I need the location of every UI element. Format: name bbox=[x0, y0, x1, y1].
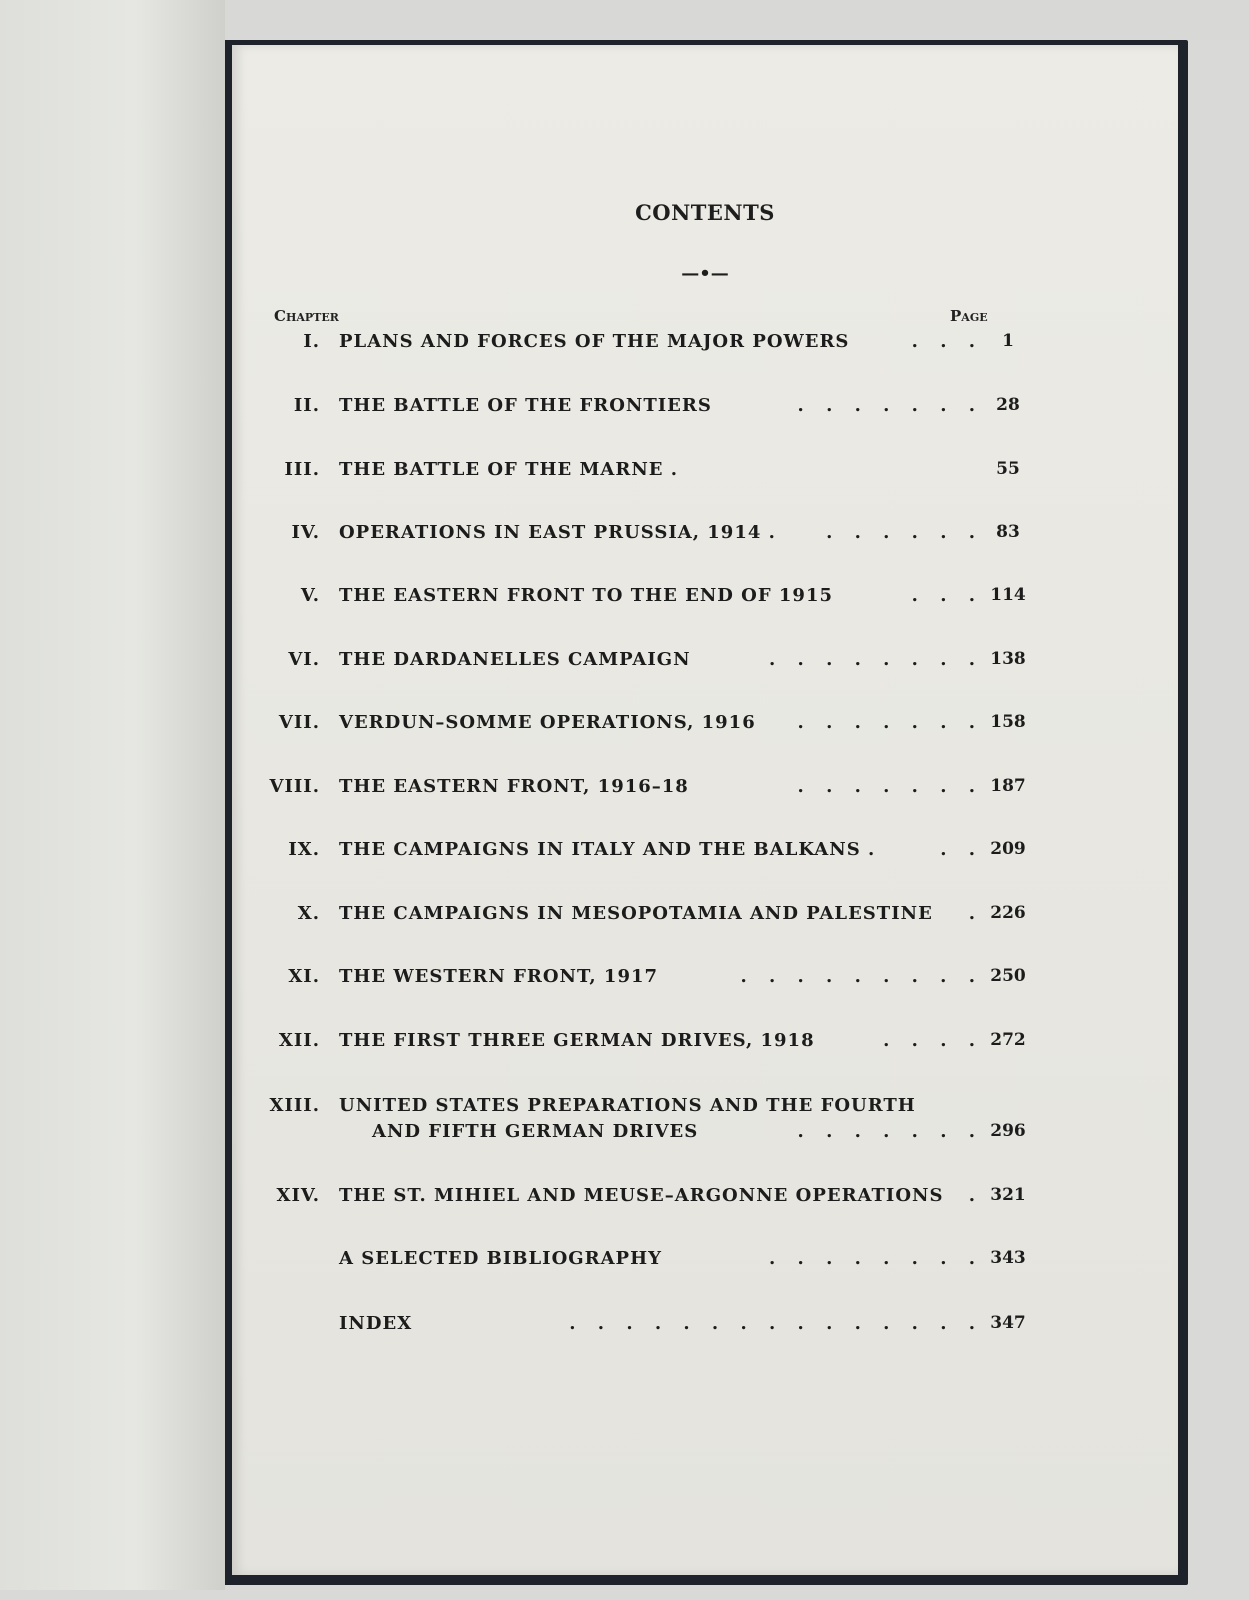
leader-dots: . . . . . . . . . . . . . . . bbox=[569, 1313, 983, 1334]
page-number: 347 bbox=[990, 1313, 1026, 1333]
chapter-number: II. bbox=[293, 395, 320, 416]
toc-entry bbox=[232, 585, 1178, 615]
leader-dots: . bbox=[968, 903, 983, 924]
chapter-title: THE CAMPAIGNS IN MESOPOTAMIA AND PALESTINE bbox=[339, 903, 933, 924]
page-column-header: Page bbox=[950, 307, 988, 325]
leader-dots: . . . . . . . bbox=[797, 1121, 983, 1142]
page-number: 187 bbox=[990, 776, 1026, 796]
toc-entry bbox=[232, 522, 1178, 552]
page-number: 343 bbox=[990, 1248, 1026, 1268]
toc-entry bbox=[232, 1248, 1178, 1278]
chapter-number: V. bbox=[300, 585, 320, 606]
page-number: 28 bbox=[996, 395, 1020, 415]
chapter-title: THE BATTLE OF THE MARNE . bbox=[339, 459, 679, 480]
toc-entry bbox=[232, 1185, 1178, 1215]
chapter-number: XI. bbox=[288, 966, 320, 987]
toc-entry bbox=[232, 649, 1178, 679]
page-number: 296 bbox=[990, 1121, 1026, 1141]
toc-entry bbox=[232, 839, 1178, 869]
chapter-number: VIII. bbox=[269, 776, 320, 797]
page-number: 226 bbox=[990, 903, 1026, 923]
toc-entry bbox=[232, 1030, 1178, 1060]
chapter-number: VII. bbox=[278, 712, 320, 733]
leader-dots: . . . . . . . . . bbox=[740, 966, 983, 987]
chapter-number: X. bbox=[297, 903, 320, 924]
leader-dots: . . . . bbox=[883, 1030, 983, 1051]
toc-entry bbox=[232, 776, 1178, 806]
page-number: 55 bbox=[996, 459, 1020, 479]
page-number: 1 bbox=[1002, 331, 1014, 351]
leader-dots: . . . . . . . . bbox=[769, 649, 983, 670]
page-number: 250 bbox=[990, 966, 1026, 986]
toc-entry bbox=[232, 1313, 1178, 1343]
chapter-title: THE CAMPAIGNS IN ITALY AND THE BALKANS . bbox=[339, 839, 876, 860]
chapter-title: THE FIRST THREE GERMAN DRIVES, 1918 bbox=[339, 1030, 815, 1051]
leader-dots: . . . bbox=[911, 331, 983, 352]
toc-entry bbox=[232, 903, 1178, 933]
leader-dots: . bbox=[968, 1185, 983, 1206]
page-number: 321 bbox=[990, 1185, 1026, 1205]
toc-entry bbox=[232, 966, 1178, 996]
toc-entry bbox=[232, 459, 1178, 489]
chapter-number: XIII. bbox=[269, 1095, 320, 1116]
chapter-title: VERDUN–SOMME OPERATIONS, 1916 bbox=[339, 712, 756, 733]
chapter-title: THE DARDANELLES CAMPAIGN bbox=[339, 649, 691, 670]
chapter-title: UNITED STATES PREPARATIONS AND THE FOURTH bbox=[339, 1095, 916, 1116]
chapter-title: THE ST. MIHIEL AND MEUSE–ARGONNE OPERATIONS bbox=[339, 1185, 944, 1206]
toc-entry bbox=[232, 712, 1178, 742]
chapter-number: IV. bbox=[291, 522, 320, 543]
chapter-number: XII. bbox=[278, 1030, 320, 1051]
toc-entry bbox=[232, 1095, 1178, 1155]
leader-dots: . . . . . . . bbox=[797, 776, 983, 797]
leader-dots: . . . bbox=[911, 585, 983, 606]
chapter-title: THE WESTERN FRONT, 1917 bbox=[339, 966, 659, 987]
chapter-number: I. bbox=[303, 331, 320, 352]
ornament: —•— bbox=[681, 263, 729, 284]
chapter-title: A SELECTED BIBLIOGRAPHY bbox=[339, 1248, 662, 1269]
chapter-number: VI. bbox=[288, 649, 320, 670]
chapter-number: III. bbox=[284, 459, 320, 480]
page-number: 158 bbox=[990, 712, 1026, 732]
leader-dots: . . . . . . bbox=[826, 522, 983, 543]
chapter-title: OPERATIONS IN EAST PRUSSIA, 1914 . bbox=[339, 522, 776, 543]
leader-dots: . . . . . . . . bbox=[769, 1248, 983, 1269]
chapter-title: THE BATTLE OF THE FRONTIERS bbox=[339, 395, 712, 416]
leader-dots: . . . . . . . bbox=[797, 712, 983, 733]
page-number: 83 bbox=[996, 522, 1020, 542]
chapter-title-continued: AND FIFTH GERMAN DRIVES bbox=[372, 1121, 699, 1142]
chapter-title: INDEX bbox=[339, 1313, 413, 1334]
toc-entry bbox=[232, 331, 1178, 361]
page-number: 209 bbox=[990, 839, 1026, 859]
chapter-number: XIV. bbox=[276, 1185, 320, 1206]
page-title: CONTENTS bbox=[635, 200, 775, 225]
contents-page bbox=[232, 45, 1178, 1575]
chapter-title: PLANS AND FORCES OF THE MAJOR POWERS bbox=[339, 331, 850, 352]
chapter-column-header: Chapter bbox=[274, 307, 339, 325]
toc-entry bbox=[232, 395, 1178, 425]
page-number: 138 bbox=[990, 649, 1026, 669]
chapter-title: THE EASTERN FRONT TO THE END OF 1915 bbox=[339, 585, 833, 606]
left-page bbox=[0, 0, 225, 1590]
leader-dots: . . . . . . . bbox=[797, 395, 983, 416]
chapter-number: IX. bbox=[288, 839, 320, 860]
page-number: 114 bbox=[990, 585, 1026, 605]
leader-dots: . . bbox=[940, 839, 983, 860]
chapter-title: THE EASTERN FRONT, 1916–18 bbox=[339, 776, 689, 797]
page-number: 272 bbox=[990, 1030, 1026, 1050]
